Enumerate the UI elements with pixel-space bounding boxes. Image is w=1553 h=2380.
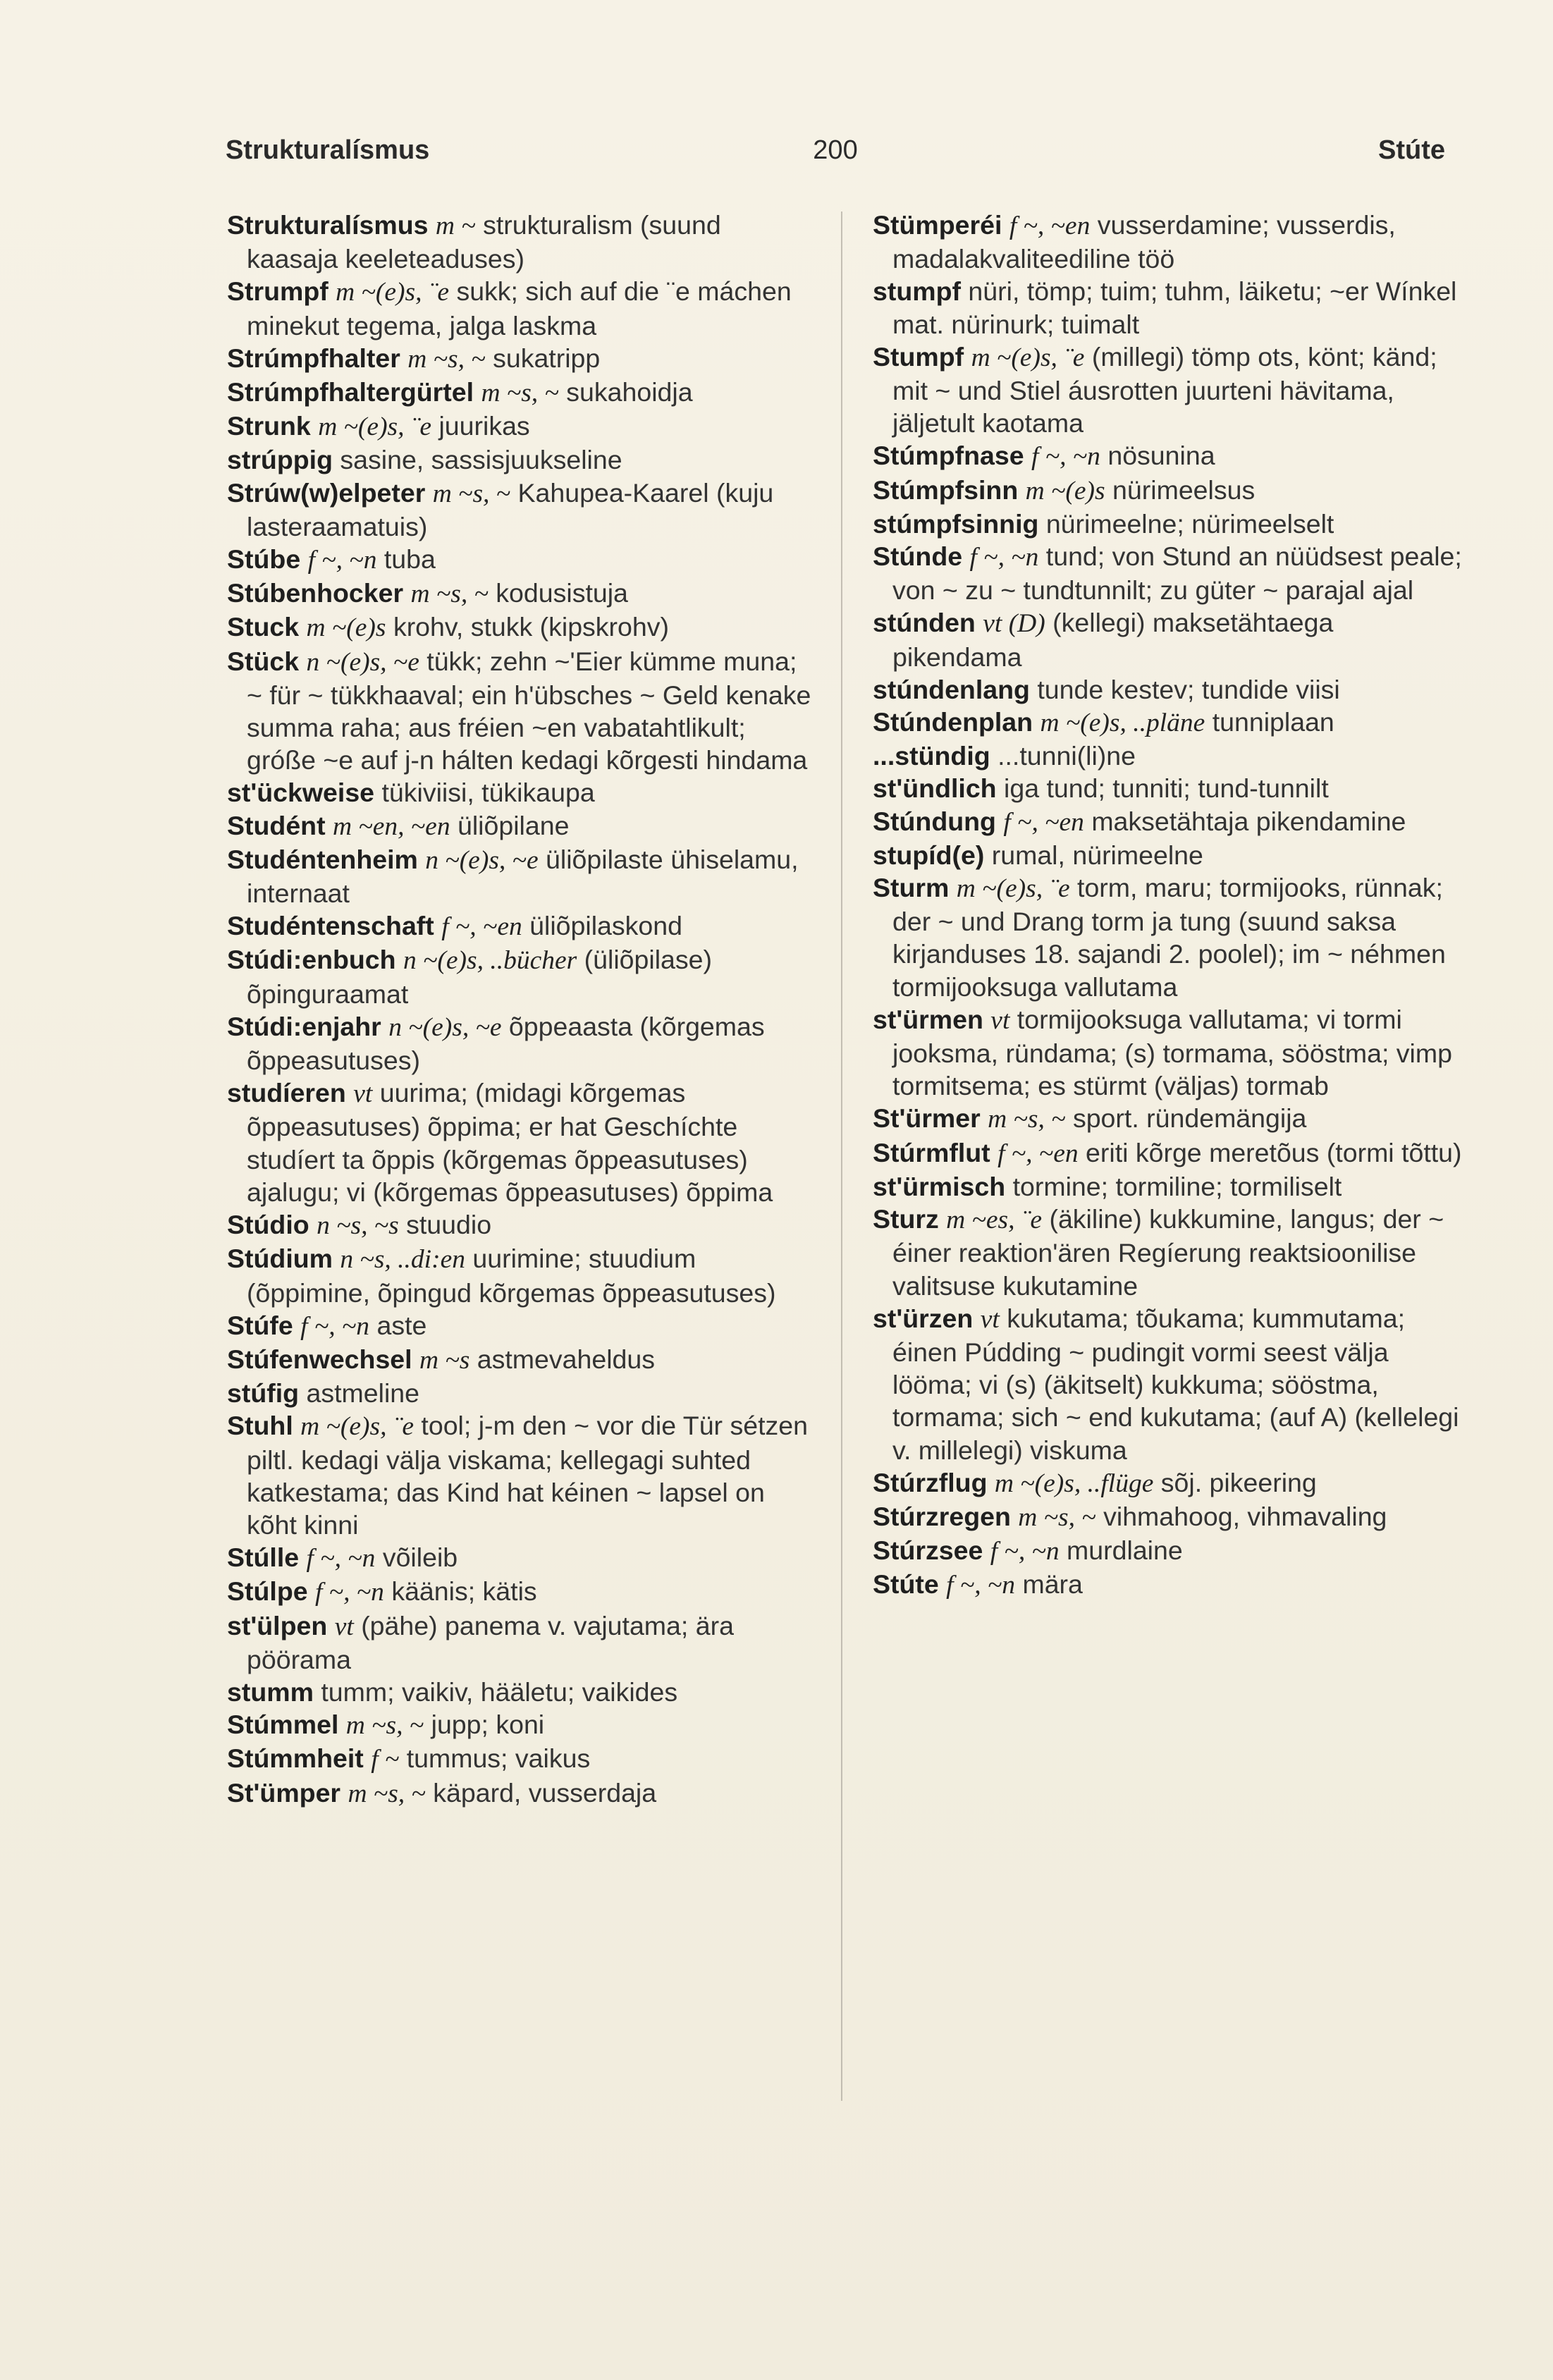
entry-grammar: m ~(e)s, ..pläne <box>1040 709 1205 738</box>
entry-definition: krohv, stukk (kipskrohv) <box>393 612 669 642</box>
entry-grammar: m ~es, ¨e <box>946 1206 1043 1235</box>
dictionary-entry <box>873 772 1466 804</box>
entry-grammar: m ~s, ~ <box>988 1105 1066 1134</box>
entry-grammar: m ~(e)s, ¨e <box>956 874 1070 904</box>
entry-headword: Stuhl <box>227 1411 293 1441</box>
entry-headword: Stümperéi <box>873 210 1002 240</box>
dictionary-entry <box>873 673 1466 706</box>
entry-headword: Studéntenschaft <box>227 911 434 941</box>
entry-headword: Stúdium <box>227 1244 333 1274</box>
entry-definition: jupp; koni <box>431 1710 545 1740</box>
entry-headword: st'ürzen <box>873 1303 974 1333</box>
dictionary-entry <box>227 1541 819 1575</box>
entry-grammar: f ~, ~n <box>300 1311 370 1341</box>
entry-grammar: m ~(e)s <box>306 613 386 643</box>
entry-definition: (kellegi) maksetähtaega pikendama <box>892 608 1334 672</box>
entry-headword: stúndenlang <box>873 674 1030 704</box>
left-column <box>227 209 819 1810</box>
dictionary-entry <box>227 1742 819 1776</box>
entry-headword: stupíd(e) <box>873 840 985 870</box>
right-column <box>873 209 1466 1602</box>
entry-definition: stuudio <box>406 1210 492 1240</box>
entry-definition: nüri, tömp; tuim; tuhm, läiketu; ~er Wínkel mat. nürinurk; tuimalt <box>892 276 1457 339</box>
entry-definition: tool; j-m den ~ vor die Tür sétzen piltl. kedagi välja viskama; kellegagi suhted katkestama; das Kind hat kéinen ~ lapsel on kõht kinni <box>247 1411 808 1540</box>
entry-definition: uurimine; stuudium (õppimine, õpingud kõrgemas õppeasutuses) <box>247 1244 776 1308</box>
entry-headword: Strunk <box>227 411 311 441</box>
dictionary-entry <box>227 809 819 843</box>
entry-grammar: n ~(e)s, ..bücher <box>403 946 577 976</box>
dictionary-entry <box>227 1676 819 1708</box>
entry-headword: Stúbenhocker <box>227 578 404 608</box>
entry-grammar: f ~, ~n <box>990 1537 1060 1566</box>
entry-grammar: m ~s <box>419 1345 470 1375</box>
entry-headword: Studéntenheim <box>227 844 418 874</box>
entry-definition: sasine, sassisjuukseline <box>340 445 622 475</box>
entry-definition: vusserdamine; vusserdis, madalakvaliteediline töö <box>892 210 1396 274</box>
entry-grammar: f ~, ~en <box>998 1139 1079 1168</box>
dictionary-entry <box>873 606 1466 673</box>
page-number: 200 <box>813 135 858 165</box>
entry-headword: Stúlle <box>227 1542 300 1573</box>
entry-headword: st'ürmen <box>873 1004 983 1034</box>
entry-definition: eriti kõrge meretõus (tormi tõttu) <box>1086 1137 1462 1167</box>
entry-definition: rumal, nürimeelne <box>991 840 1203 870</box>
entry-headword: stumm <box>227 1676 314 1707</box>
entry-headword: Stúrzregen <box>873 1501 1011 1531</box>
entry-headword: Stúfe <box>227 1310 293 1340</box>
entry-grammar: m ~(e)s, ¨e <box>318 412 432 442</box>
entry-headword: Stúdi:enjahr <box>227 1011 381 1041</box>
entry-grammar: m ~(e)s, ¨e <box>300 1412 414 1442</box>
entry-grammar: vt <box>353 1079 373 1109</box>
entry-definition: Kahupea-Kaarel (kuju lasteraamatuis) <box>247 477 774 541</box>
entry-definition: iga tund; tunniti; tund-tunnilt <box>1004 773 1329 804</box>
entry-definition: maksetähtaja pikendamine <box>1091 806 1406 836</box>
entry-headword: Stúmmel <box>227 1710 339 1740</box>
dictionary-entry <box>227 577 819 611</box>
entry-grammar: f ~, ~n <box>315 1578 384 1607</box>
entry-headword: Stúrzflug <box>873 1467 988 1497</box>
entry-headword: Stúndenplan <box>873 707 1033 737</box>
entry-headword: Stúndung <box>873 806 996 836</box>
entry-definition: sõj. pikeering <box>1160 1467 1317 1497</box>
entry-headword: Stúdio <box>227 1210 309 1240</box>
dictionary-entry <box>873 1534 1466 1568</box>
dictionary-entry <box>873 1302 1466 1466</box>
entry-definition: ...tunni(li)ne <box>998 741 1136 771</box>
entry-headword: ...stündig <box>873 741 990 771</box>
entry-definition: vihmahoog, vihmavaling <box>1103 1501 1387 1531</box>
entry-grammar: m ~s, ~ <box>348 1779 426 1808</box>
entry-headword: stumpf <box>873 276 961 307</box>
entry-grammar: f ~, ~en <box>441 912 522 942</box>
dictionary-entry <box>227 1343 819 1377</box>
page-header <box>226 135 1445 175</box>
entry-grammar: m ~s, ~ <box>345 1711 424 1741</box>
entry-definition: nürimeelsus <box>1112 474 1256 505</box>
entry-definition: tunde kestev; tundide viisi <box>1037 674 1340 704</box>
entry-headword: Sturm <box>873 873 950 903</box>
entry-definition: üliõpilaste ühiselamu, internaat <box>247 844 799 909</box>
entry-grammar: vt (D) <box>983 609 1045 639</box>
entry-definition: õppeaasta (kõrgemas õppeasutuses) <box>247 1011 765 1076</box>
entry-definition: (pähe) panema v. vajutama; ära pöörama <box>247 1610 734 1674</box>
header-first-word: Strukturalísmus <box>226 135 430 165</box>
dictionary-entry <box>873 839 1466 871</box>
dictionary-entry <box>873 275 1466 340</box>
entry-grammar: f ~, ~n <box>307 546 377 575</box>
entry-definition: kukutama; tõukama; kummutama; éinen Púdding ~ pudingit vormi seest välja lööma; vi (s) (äkitselt) kukkuma; sööstma, tormama; sich ~ end kukutama; (auf A) (kellelegi v. millelegi) viskuma <box>892 1303 1459 1465</box>
entry-definition: tormijooksuga vallutama; vi tormi jooksma, ründama; (s) tormama, sööstma; vimp tormitsema; es stürmt (väljas) tormab <box>892 1004 1452 1101</box>
dictionary-entry <box>227 275 819 341</box>
dictionary-entry <box>227 776 819 809</box>
entry-headword: Strúw(w)elpeter <box>227 477 426 508</box>
entry-definition: juurikas <box>438 411 530 441</box>
dictionary-entry <box>227 1208 819 1242</box>
entry-headword: stúmpfsinnig <box>873 508 1039 539</box>
dictionary-entry <box>227 1309 819 1343</box>
entry-headword: Stúbe <box>227 544 301 575</box>
entry-headword: Strukturalísmus <box>227 210 429 240</box>
entry-definition: tükk; zehn ~'Eier kümme muna; ~ für ~ tükkhaaval; ein h'übsches ~ Geld kenake summa raha; aus fréien ~en vabatahtlikult; gróße ~e auf j-n hálten kedagi kõrgesti hindama <box>247 646 811 775</box>
dictionary-entry <box>227 1777 819 1810</box>
dictionary-entry <box>873 706 1466 740</box>
dictionary-entry <box>227 342 819 376</box>
entry-definition: murdlaine <box>1067 1535 1183 1566</box>
entry-headword: studíeren <box>227 1078 346 1108</box>
dictionary-entry <box>873 508 1466 540</box>
entry-headword: Strúmpfhaltergürtel <box>227 377 474 407</box>
entry-headword: Stumpf <box>873 341 964 372</box>
entry-grammar: n ~s, ..di:en <box>340 1245 465 1275</box>
header-last-word: Stúte <box>1378 135 1445 165</box>
dictionary-entry <box>873 1500 1466 1534</box>
entry-headword: st'ündlich <box>873 773 997 804</box>
dictionary-entry <box>873 1203 1466 1302</box>
entry-definition: aste <box>376 1310 427 1340</box>
dictionary-entry <box>227 909 819 943</box>
entry-grammar: m ~s, ~ <box>407 344 486 374</box>
entry-definition: üliõpilane <box>458 810 570 840</box>
dictionary-entry <box>873 1102 1466 1136</box>
entry-definition: käänis; kätis <box>391 1576 537 1607</box>
entry-headword: Stück <box>227 646 300 676</box>
dictionary-entry <box>873 740 1466 772</box>
dictionary-entry <box>873 474 1466 508</box>
entry-headword: Stúdi:enbuch <box>227 945 396 975</box>
dictionary-entry <box>227 376 819 410</box>
dictionary-entry <box>873 1003 1466 1103</box>
dictionary-entry <box>873 871 1466 1003</box>
entry-definition: torm, maru; tormijooks, rünnak; der ~ und Drang torm ja tung (suund saksa kirjanduses 18. sajandi 2. poolel); im ~ néhmen tormijooksuga vallutama <box>892 873 1446 1002</box>
entry-grammar: m ~s, ~ <box>481 379 559 408</box>
dictionary-entry <box>227 1609 819 1676</box>
entry-definition: võileib <box>382 1542 458 1573</box>
entry-definition: nürimeelne; nürimeelselt <box>1045 508 1334 539</box>
dictionary-entry <box>227 1010 819 1076</box>
entry-grammar: m ~s, ~ <box>432 479 511 508</box>
entry-headword: st'ürmisch <box>873 1171 1006 1201</box>
entry-headword: Stúnde <box>873 541 963 572</box>
entry-grammar: n ~(e)s, ~e <box>425 845 539 875</box>
entry-grammar: m ~(e)s <box>1025 476 1105 505</box>
entry-grammar: n ~(e)s, ~e <box>306 647 419 677</box>
entry-grammar: m ~en, ~en <box>333 811 450 841</box>
dictionary-entry <box>227 1708 819 1742</box>
entry-headword: Sturz <box>873 1204 939 1234</box>
dictionary-entry <box>227 1575 819 1609</box>
entry-headword: st'ülpen <box>227 1610 328 1640</box>
entry-grammar: m ~(e)s, ..flüge <box>994 1468 1154 1498</box>
entry-definition: mära <box>1022 1569 1083 1600</box>
dictionary-entry <box>227 443 819 476</box>
entry-headword: Stúmpfnase <box>873 441 1024 471</box>
dictionary-entry <box>227 1076 819 1208</box>
entry-grammar: n ~s, ~s <box>317 1211 399 1241</box>
entry-grammar: f ~, ~n <box>969 543 1039 572</box>
entry-headword: Studént <box>227 810 326 840</box>
entry-grammar: vt <box>980 1304 1000 1334</box>
entry-definition: tummus; vaikus <box>406 1743 591 1774</box>
entry-definition: käpard, vusserdaja <box>433 1777 657 1808</box>
entry-headword: st'ückweise <box>227 778 375 808</box>
entry-definition: (äkiline) kukkumine, langus; der ~ éiner reaktion'ären Regíerung reaktsioonilise valitsuse kukutamine <box>892 1204 1444 1301</box>
entry-headword: Stúmpfsinn <box>873 474 1019 505</box>
entry-grammar: f ~ <box>371 1745 400 1774</box>
entry-grammar: vt <box>990 1005 1010 1035</box>
entry-headword: strúppig <box>227 445 333 475</box>
entry-grammar: m ~ <box>435 211 476 240</box>
entry-headword: stúnden <box>873 608 976 638</box>
dictionary-entry <box>227 943 819 1010</box>
entry-grammar: m ~s, ~ <box>1018 1502 1096 1532</box>
entry-grammar: f ~, ~en <box>1009 211 1091 240</box>
dictionary-entry <box>227 477 819 543</box>
entry-definition: sport. ründemängija <box>1072 1103 1307 1134</box>
entry-grammar: f ~, ~n <box>946 1571 1016 1600</box>
dictionary-entry <box>227 843 819 909</box>
entry-definition: üliõpilaskond <box>529 911 682 941</box>
dictionary-entry <box>227 1377 819 1409</box>
entry-definition: (millegi) tömp ots, könt; känd; mit ~ und Stiel áusrotten juurteni hävitama, jäljetult kaotama <box>892 341 1437 438</box>
entry-definition: tormine; tormiline; tormiliselt <box>1012 1171 1342 1201</box>
entry-definition: astmevaheldus <box>477 1344 655 1374</box>
entry-headword: Strumpf <box>227 276 329 307</box>
dictionary-entry <box>227 410 819 443</box>
dictionary-entry <box>873 1466 1466 1500</box>
entry-headword: Strúmpfhalter <box>227 343 400 373</box>
entry-definition: sukk; sich auf die ¨e máchen minekut tegema, jalga laskma <box>247 276 792 341</box>
entry-headword: St'ümper <box>227 1777 341 1808</box>
entry-grammar: n ~(e)s, ~e <box>388 1012 502 1042</box>
entry-grammar: f ~, ~en <box>1003 807 1084 837</box>
dictionary-entry <box>227 209 819 275</box>
entry-definition: (üliõpilase) õpinguraamat <box>247 945 713 1009</box>
entry-definition: sukatripp <box>493 343 601 373</box>
dictionary-entry <box>873 1170 1466 1203</box>
entry-definition: tükiviisi, tükikaupa <box>381 778 595 808</box>
entry-definition: strukturalism (suund kaasaja keeleteaduses) <box>247 210 721 274</box>
dictionary-entry <box>873 1568 1466 1602</box>
dictionary-entry <box>227 1409 819 1541</box>
dictionary-entry <box>873 439 1466 473</box>
entry-definition: sukahoidja <box>566 377 693 407</box>
entry-headword: Stuck <box>227 612 300 642</box>
entry-headword: St'ürmer <box>873 1103 981 1134</box>
entry-definition: tunniplaan <box>1212 707 1334 737</box>
entry-headword: Stúrmflut <box>873 1137 990 1167</box>
entry-headword: Stúrzsee <box>873 1535 983 1566</box>
entry-definition: kodusistuja <box>496 578 628 608</box>
dictionary-entry <box>873 341 1466 440</box>
dictionary-entry <box>873 209 1466 275</box>
entry-grammar: m ~(e)s, ¨e <box>971 343 1085 372</box>
entry-grammar: vt <box>334 1612 354 1641</box>
dictionary-entry <box>873 540 1466 606</box>
column-divider <box>841 211 842 2101</box>
dictionary-entry <box>227 1242 819 1308</box>
entry-headword: Stúlpe <box>227 1576 308 1607</box>
entry-grammar: m ~s, ~ <box>410 579 489 609</box>
dictionary-entry <box>873 1136 1466 1170</box>
dictionary-entry <box>227 543 819 577</box>
entry-headword: Stúte <box>873 1569 939 1600</box>
dictionary-entry <box>227 611 819 644</box>
entry-definition: astmeline <box>306 1378 419 1409</box>
dictionary-entry <box>873 805 1466 839</box>
entry-definition: tumm; vaikiv, hääletu; vaikides <box>321 1676 678 1707</box>
entry-headword: stúfig <box>227 1378 300 1409</box>
dictionary-entry <box>227 645 819 777</box>
entry-grammar: f ~, ~n <box>306 1544 376 1574</box>
entry-headword: Stúmmheit <box>227 1743 364 1774</box>
entry-definition: nösunina <box>1107 441 1215 471</box>
entry-definition: tuba <box>383 544 436 575</box>
entry-definition: uurima; (midagi kõrgemas õppeasutuses) õppima; er hat Geschíchte studíert ta õppis (kõrgemas õppeasutuses) ajalugu; vi (kõrgemas õppeasutuses) õppima <box>247 1078 773 1207</box>
entry-grammar: f ~, ~n <box>1031 442 1100 472</box>
entry-headword: Stúfenwechsel <box>227 1344 412 1374</box>
entry-grammar: m ~(e)s, ¨e <box>336 278 450 307</box>
entry-definition: tund; von Stund an nüüdsest peale; von ~ zu ~ tundtunnilt; zu güter ~ parajal ajal <box>892 541 1462 606</box>
